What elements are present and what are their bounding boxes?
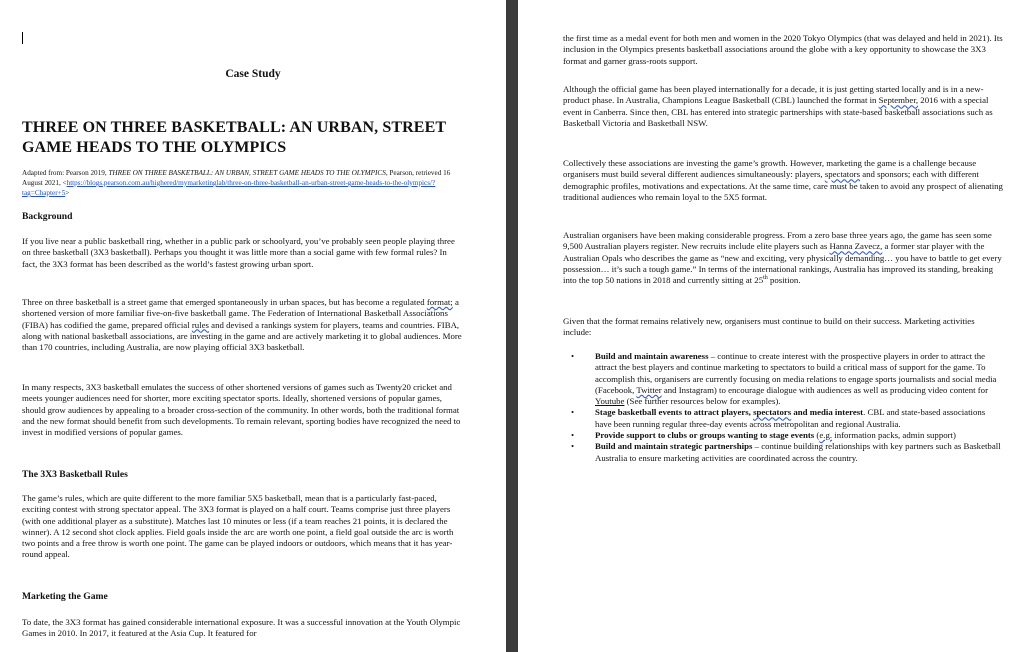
spelling-flag-rules: rules [191,319,209,330]
bullet-icon: • [571,430,575,441]
bg-p2-text-c: and devised a rankings system for players, teams and countries. FIBA, along with national basketball associations, are investing in the game and are actively marketing it to global audiences. More than 170 countries, including Australia, are now playing official 3X3 basketball. [22,319,462,353]
progress-paragraph [563,230,1003,286]
background-paragraph-1: If you live near a public basketball ring, whether in a public park or schoolyard, you’ve probably seen people playing three on three basketball (3X3 basketball). Perhaps you thought it was little more than a social game with few formal rules? In fact, the 3X3 format has been described as the world’s fastest growing urban sport. [22,236,455,269]
marketing-heading: Marketing the Game [22,591,108,602]
citation-close: > [65,189,70,197]
bullet-3-heading: Provide support to clubs or groups wanting to stage events [595,430,815,441]
bullet-4-heading: Build and maintain strategic partnerships [595,441,753,452]
bullet-1-text-b: and Instagram) to encourage dialogue with audiences as well as producing video content for [661,384,989,395]
activities-intro-paragraph: Given that the format remains relatively new, organisers must continue to build on their success. Marketing activities include: [563,316,975,338]
citation-suffix: , Pearson, retrieved 16 August 2021, < [22,169,451,187]
cbl-text-a: Although the official game has been played internationally for a decade, it is just getting started locally and is in a new-product phase. In Australia, Champions League Basketball (CBL) launched the format in [563,84,984,106]
olympics-paragraph: the first time as a medal event for both men and women in the 2020 Tokyo Olympics (that was delayed and held in 2021). Its inclusion in the Olympics presents basketball associations around the globe with a key opportunity to showcase the 3X3 format and garner grass-roots support. [563,33,1003,66]
youtube-link[interactable]: Youtube [595,396,625,407]
list-item [563,351,1003,407]
progress-text-c: position. [767,275,801,286]
progress-text-a: Australian organisers have been making considerable progress. From a zero base three years ago, the game has seen some 9,500 Australian players register. New recruits include elite players such as [563,230,992,252]
document-page-left[interactable] [0,0,506,652]
bullet-4-text: – continue building relationships with key partners such as Basketball Australia to ensure marketing activities are coordinated across the country. [595,441,1001,463]
citation-title: THREE ON THREE BASKETBALL: AN URBAN, STREET GAME HEADS TO THE OLYMPICS [108,169,386,177]
marketing-paragraph: To date, the 3X3 format has gained considerable international exposure. It was a successful innovation at the Youth Olympic Games in 2010. In 2017, it featured at the Asia Cup. It featured for [22,617,461,639]
spelling-flag-spectators: spectators [824,169,860,180]
bg-p2-text-b: a shortened version of more familiar five-on-five basketball game. The Federation of International Basketball Associations (FIBA) has codified the game, prepared official [22,297,459,330]
citation-prefix: Adapted from: Pearson 2019, [22,169,109,177]
audiences-paragraph [563,158,1003,203]
list-item [563,441,1003,464]
spelling-flag-eg: e.g. [819,430,833,441]
audiences-text-b: and sponsors; each with different demographic profiles, motivations and expectations. At the same time, care must be taken to avoid any prospect of alienating traditional audiences who remain loyal to the 5X5 format. [563,169,1003,202]
bullet-3-text-b: information packs, admin support) [832,430,956,441]
bullet-3-text-a: ( [814,430,820,441]
rules-paragraph: The game’s rules, which are quite different to the more familiar 5X5 basketball, mean that is a particularly fast-paced, exciting contest with strong spectator appeal. The 3X3 format is played on a half court. Teams comprise just three players (with one additional player as a substitute). Matches last 10 minutes or less (if a team reaches 21 points, it is declared the winner). A 12 second shot clock applies. Field goals inside the arc are worth one point, a field goal outside the arc is worth two points and a free throw is worth one point. The game can be played indoors or outdoors, which means that it has year-round appeal. [22,493,454,560]
case-study-label: Case Study [225,68,281,80]
audiences-text-a: Collectively these associations are investing the game’s growth. However, marketing the game is a challenge because organisers must build several different audiences simultaneously: players, [563,158,977,180]
text-cursor [22,32,23,44]
bg-p2-text-a: Three on three basketball is a street game that emerged spontaneously in urban spaces, but has become a regulated [22,297,427,307]
bullet-icon: • [571,441,575,452]
bullet-1-heading: Build and maintain awareness [595,351,709,361]
document-page-right[interactable] [518,0,1024,652]
citation-link[interactable]: https://blogs.pearson.com.au/highered/mymarketinglab/three-on-three-basketball-an-urban-street-game-heads-to-the-olympics/?tag=Chapter+5 [22,179,436,197]
marketing-activities-list [563,351,1003,464]
bullet-icon: • [571,407,575,418]
bullet-2-heading-b: and media interest [791,407,864,418]
superscript-th: th [763,275,768,282]
bullet-1-text-a: – continue to create interest with the prospective players in order to attract the attract the best players and continue marketing to spectators to build a critical mass of support for the game. To accomplish this, organisers are currently focusing on media relations to engage sports journalists and social media (Facebook, [595,351,997,395]
background-heading: Background [22,211,73,222]
rules-heading: The 3X3 Basketball Rules [22,469,128,480]
bullet-icon: • [571,351,575,361]
source-citation [22,168,462,198]
spelling-flag-zavecz: Hanna Zavecz, [829,241,883,252]
spelling-flag-twitter: Twitter [636,384,662,395]
list-item [563,407,1003,430]
list-item [563,430,1003,441]
background-paragraph-3: In many respects, 3X3 basketball emulates the success of other shortened versions of games such as Twenty20 cricket and meets younger audiences need for shorter, more exciting spectator sports. Ideally, shortened versions of popular games, should grow audiences by appealing to a broader cross-section of the community. In other words, both the traditional format and the new format should benefit from such developments. To remain relevant, sporting bodies have recognized the need to invest in modified versions of popular games. [22,382,461,438]
cbl-text-b: 2016 with a special event in Canberra. Since then, CBL has entered into strategic partnerships with state-based basketball associations such as Basketball Victoria and Basketball NSW. [563,95,993,128]
background-paragraph-2 [22,297,462,353]
spelling-flag-format: format; [426,297,453,307]
document-title: THREE ON THREE BASKETBALL: AN URBAN, STREET GAME HEADS TO THE OLYMPICS [22,119,446,156]
bullet-2-heading-a: Stage basketball events to attract players, [595,407,754,418]
progress-text-b: a former star player with the Australian Opals who describes the game as “new and exciting, very physically demanding… you have to battle to get every possession… it’s such a tough game.” In terms of the international rankings, Australia has improved its standing, breaking into the top 50 nations in 2018 and currently sitting at 25 [563,241,1002,286]
cbl-paragraph [563,84,1003,129]
bullet-1-text-c: (See further resources below for examples). [624,396,781,407]
spelling-flag-september: September, [878,95,919,106]
bullet-2-text: . CBL and state-based associations have been running regular three-day events across metropolitan and regional Australia. [595,407,986,429]
spelling-flag-spectators-2: spectators [753,407,792,418]
